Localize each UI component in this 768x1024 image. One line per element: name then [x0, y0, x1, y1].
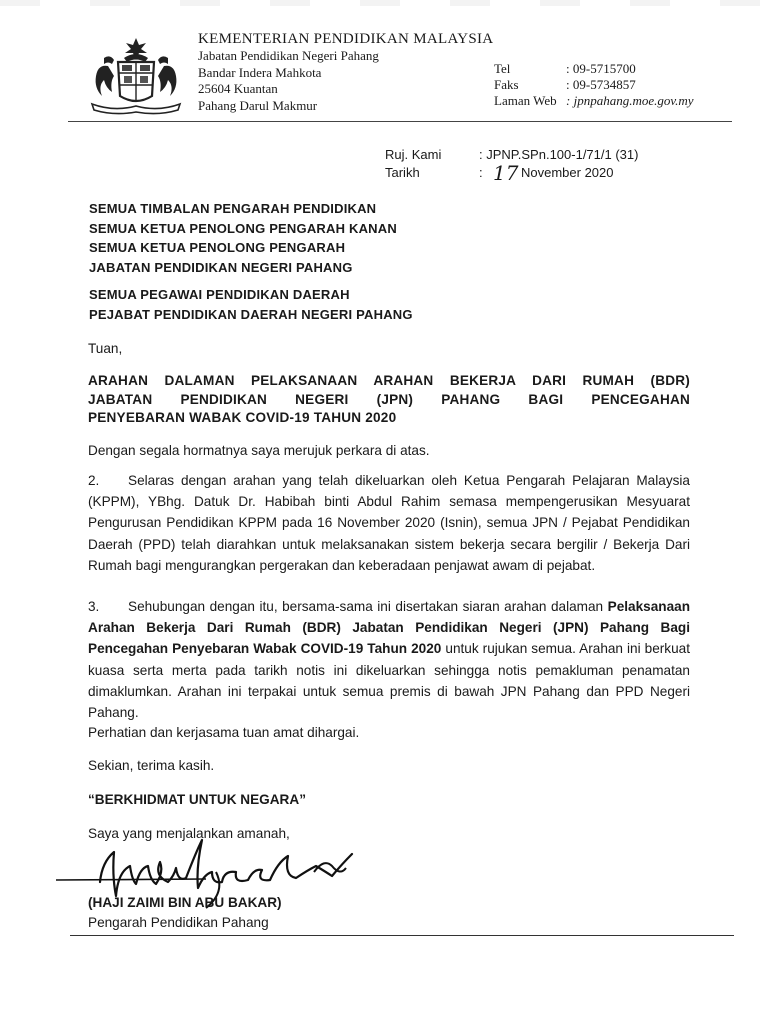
contact-row-fax: [494, 77, 694, 93]
contact-row-tel: [494, 61, 694, 77]
paragraph-text: Selaras dengan arahan yang telah dikeluarkan oleh Ketua Pengarah Pelajaran Malaysia (KPPM), YBhg. Datuk Dr. Habibah binti Abdul Rahim semasa mempengerusikan Mesyuarat Pengurusan Pendidikan KPPM pada 16 November 2020 (Isnin), semua JPN / Pejabat Pendidikan Daerah (PPD) telah diarahkan untuk melaksanakan sistem bekerja secara bergilir / Bekerja Dari Rumah bagi mengurangkan pergerakan dan keberadaan penjawat awam di pejabat.: [88, 473, 690, 573]
contact-label: Laman Web: [494, 93, 557, 108]
date-row: [385, 161, 638, 185]
reference-label: Ruj. Kami: [385, 147, 442, 162]
contact-label: Faks: [494, 77, 519, 92]
date-month-year: November 2020: [521, 165, 614, 180]
address-line: Bandar Indera Mahkota: [198, 64, 322, 80]
salutation: Tuan,: [88, 341, 123, 356]
date-colon: :: [479, 165, 483, 180]
reference-block: [385, 146, 639, 185]
recipient-line: PEJABAT PENDIDIKAN DAERAH NEGERI PAHANG: [89, 306, 413, 322]
paragraph-number: 2.: [88, 473, 100, 488]
subject-line: PENYEBARAN WABAK COVID-19 TAHUN 2020: [88, 410, 397, 425]
website-value: : jpnpahang.moe.gov.my: [566, 93, 694, 108]
paragraph-2: [88, 470, 690, 576]
address-line: Jabatan Pendidikan Negeri Pahang: [198, 48, 379, 63]
intro-paragraph: Dengan segala hormatnya saya merujuk perkara di atas.: [88, 443, 430, 458]
signatory-name: (HAJI ZAIMI BIN ABU BAKAR): [88, 895, 282, 910]
recipient-line: SEMUA TIMBALAN PENGARAH PENDIDIKAN: [89, 201, 377, 216]
letterhead-organization: [198, 30, 493, 114]
scan-edge: [0, 0, 768, 6]
contact-value: : 09-5734857: [566, 77, 636, 92]
reference-number: : JPNP.SPn.100-1/71/1 (31): [479, 147, 639, 162]
ministry-name: KEMENTERIAN PENDIDIKAN MALAYSIA: [198, 31, 494, 47]
closing-line: Perhatian dan kerjasama tuan amat dihargai.: [88, 725, 360, 740]
contact-label: Tel: [494, 61, 511, 76]
subject-line: JABATAN PENDIDIKAN NEGERI (JPN) PAHANG BAGI PENCEGAHAN: [88, 391, 690, 407]
letterhead-divider: [68, 121, 732, 122]
address-line: 25604 Kuantan: [198, 81, 278, 96]
date-day-handwritten: 17: [493, 161, 519, 185]
contact-row-web: [494, 93, 694, 109]
recipient-line: SEMUA PEGAWAI PENDIDIKAN DAERAH: [89, 287, 350, 302]
paragraph-number: 3.: [88, 599, 100, 614]
letterhead-contacts: [494, 61, 694, 109]
letter-subject: [88, 372, 690, 428]
paragraph-lead: Sehubungan dengan itu, bersama-sama ini disertakan siaran arahan dalaman: [128, 599, 604, 614]
recipient-line: SEMUA KETUA PENOLONG PENGARAH KANAN: [89, 220, 397, 236]
paragraph-rest: untuk rujukan semua. Arahan ini berkuat kuasa serta merta pada tarikh notis ini dikeluarkan sehingga notis pemakluman penamatan dimaklumkan. Arahan ini terpakai untuk semua premis di bawah JPN Pahang dan PPD Negeri Pahang.: [88, 641, 691, 721]
date-label: Tarikh: [385, 165, 420, 180]
subject-line: ARAHAN DALAMAN PELAKSANAAN ARAHAN BEKERJA DARI RUMAH (BDR): [88, 373, 690, 388]
thanks-line: Sekian, terima kasih.: [88, 758, 215, 773]
address-line: Pahang Darul Makmur: [198, 97, 318, 113]
recipient-line: JABATAN PENDIDIKAN NEGERI PAHANG: [89, 259, 353, 275]
paragraph-highlight: Pelaksanaan Arahan Bekerja Dari Rumah (BDR) Jabatan Pendidikan Negeri (JPN) Pahang Bagi Pencegahan Penyebaran Wabak COVID-19 Tahun 2020: [88, 599, 690, 657]
signatory-title: Pengarah Pendidikan Pahang: [88, 915, 269, 930]
recipient-line: SEMUA KETUA PENOLONG PENGARAH: [89, 240, 346, 255]
footer-divider: [70, 935, 734, 936]
recipients-group-1: [89, 199, 397, 277]
paragraph-3: [88, 596, 690, 723]
recipients-group-2: [89, 285, 413, 324]
contact-value: : 09-5715700: [566, 61, 636, 76]
coat-of-arms-icon: [84, 36, 188, 118]
motto: “BERKHIDMAT UNTUK NEGARA”: [88, 792, 306, 807]
trust-line: Saya yang menjalankan amanah,: [88, 826, 290, 841]
